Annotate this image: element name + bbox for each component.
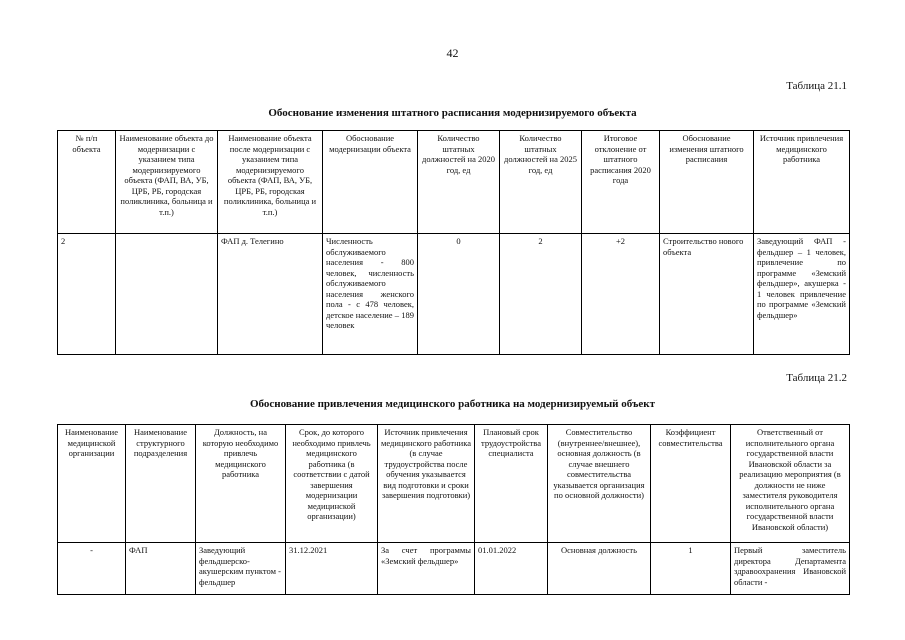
table1-caption: Таблица 21.1 [786, 80, 847, 92]
table1 [57, 130, 850, 355]
table1-cell: Строительство нового объекта [660, 234, 754, 355]
table2-header-cell: Ответственный от исполнительного органа государственной власти Ивановской области за реализацию мероприятия (в должности не ниже заместителя руководителя исполнительного органа государственной власти Ивановской области) [731, 425, 850, 543]
table2-cell: - [58, 543, 126, 595]
table2-header-cell: Источник привлечения медицинского работника (в случае трудоустройства после обучения указывается вид подготовки и сроки завершения подготовки) [378, 425, 475, 543]
table1-header-row [58, 131, 850, 234]
table2-cell: Первый заместитель директора Департамента здравоохранения Ивановской области - [731, 543, 850, 595]
table1-cell: 0 [418, 234, 500, 355]
table1-header-cell: Источник привлечения медицинского работника [754, 131, 850, 234]
table2-header-row [58, 425, 850, 543]
table2-cell: 01.01.2022 [475, 543, 548, 595]
table1-header-cell: Наименование объекта до модернизации с указанием типа модернизируемого объекта (ФАП, ВА, УБ, ЦРБ, РБ, городская поликлиника, больница и т.п.) [116, 131, 218, 234]
table2-title: Обоснование привлечения медицинского работника на модернизируемый объект [249, 398, 656, 410]
table2-cell: 1 [651, 543, 731, 595]
table-row [58, 234, 850, 355]
table2-cell: Заведующий фельдшерско-акушерским пунктом - фельдшер [196, 543, 286, 595]
table2-header-cell: Плановый срок трудоустройства специалиста [475, 425, 548, 543]
table2-caption: Таблица 21.2 [786, 372, 847, 384]
table1-title: Обоснование изменения штатного расписания модернизируемого объекта [268, 107, 637, 119]
table1-cell: Численность обслуживаемого населения - 800 человек, численность обслуживаемого населения женского пола - с 478 человек, детское население – 189 человек [323, 234, 418, 355]
table1-header-cell: Количество штатных должностей на 2020 год, ед [418, 131, 500, 234]
table2-header-cell: Наименование структурного подразделения [126, 425, 196, 543]
page-number: 42 [446, 46, 459, 60]
table2-cell: ФАП [126, 543, 196, 595]
table1-cell: ФАП д. Телегино [218, 234, 323, 355]
table1-header-cell: Итоговое отклонение от штатного расписания 2020 года [582, 131, 660, 234]
table1-cell: 2 [58, 234, 116, 355]
table1-header-cell: № п/п объекта [58, 131, 116, 234]
table2-header-cell: Должность, на которую необходимо привлечь медицинского работника [196, 425, 286, 543]
table1-header-cell: Количество штатных должностей на 2025 год, ед [500, 131, 582, 234]
table2-header-cell: Срок, до которого необходимо привлечь медицинского работника (в соответствии с датой завершения модернизации медицинской организации) [286, 425, 378, 543]
table2-header-cell: Наименование медицинской организации [58, 425, 126, 543]
table2-cell: 31.12.2021 [286, 543, 378, 595]
table-row [58, 543, 850, 595]
table1-header-cell: Наименование объекта после модернизации с указанием типа модернизируемого объекта (ФАП, ВА, УБ, ЦРБ, РБ, городская поликлиника, больница и т.п.) [218, 131, 323, 234]
table1-header-cell: Обоснование изменения штатного расписания [660, 131, 754, 234]
table2-header-cell: Коэффициент совместительства [651, 425, 731, 543]
table2 [57, 424, 850, 595]
table2-header-cell: Совместительство (внутреннее/внешнее), основная должность (в случае внешнего совместительства указывается организация по основной должности) [548, 425, 651, 543]
table1-cell: Заведующий ФАП - фельдшер – 1 человек, привлечение по программе «Земский фельдшер», акушерка - 1 человек привлечение по программе «Земский фельдшер» [754, 234, 850, 355]
table1-cell: 2 [500, 234, 582, 355]
table1-cell [116, 234, 218, 355]
table2-cell: Основная должность [548, 543, 651, 595]
table2-cell: За счет программы «Земский фельдшер» [378, 543, 475, 595]
table1-cell: +2 [582, 234, 660, 355]
table1-header-cell: Обоснование модернизации объекта [323, 131, 418, 234]
